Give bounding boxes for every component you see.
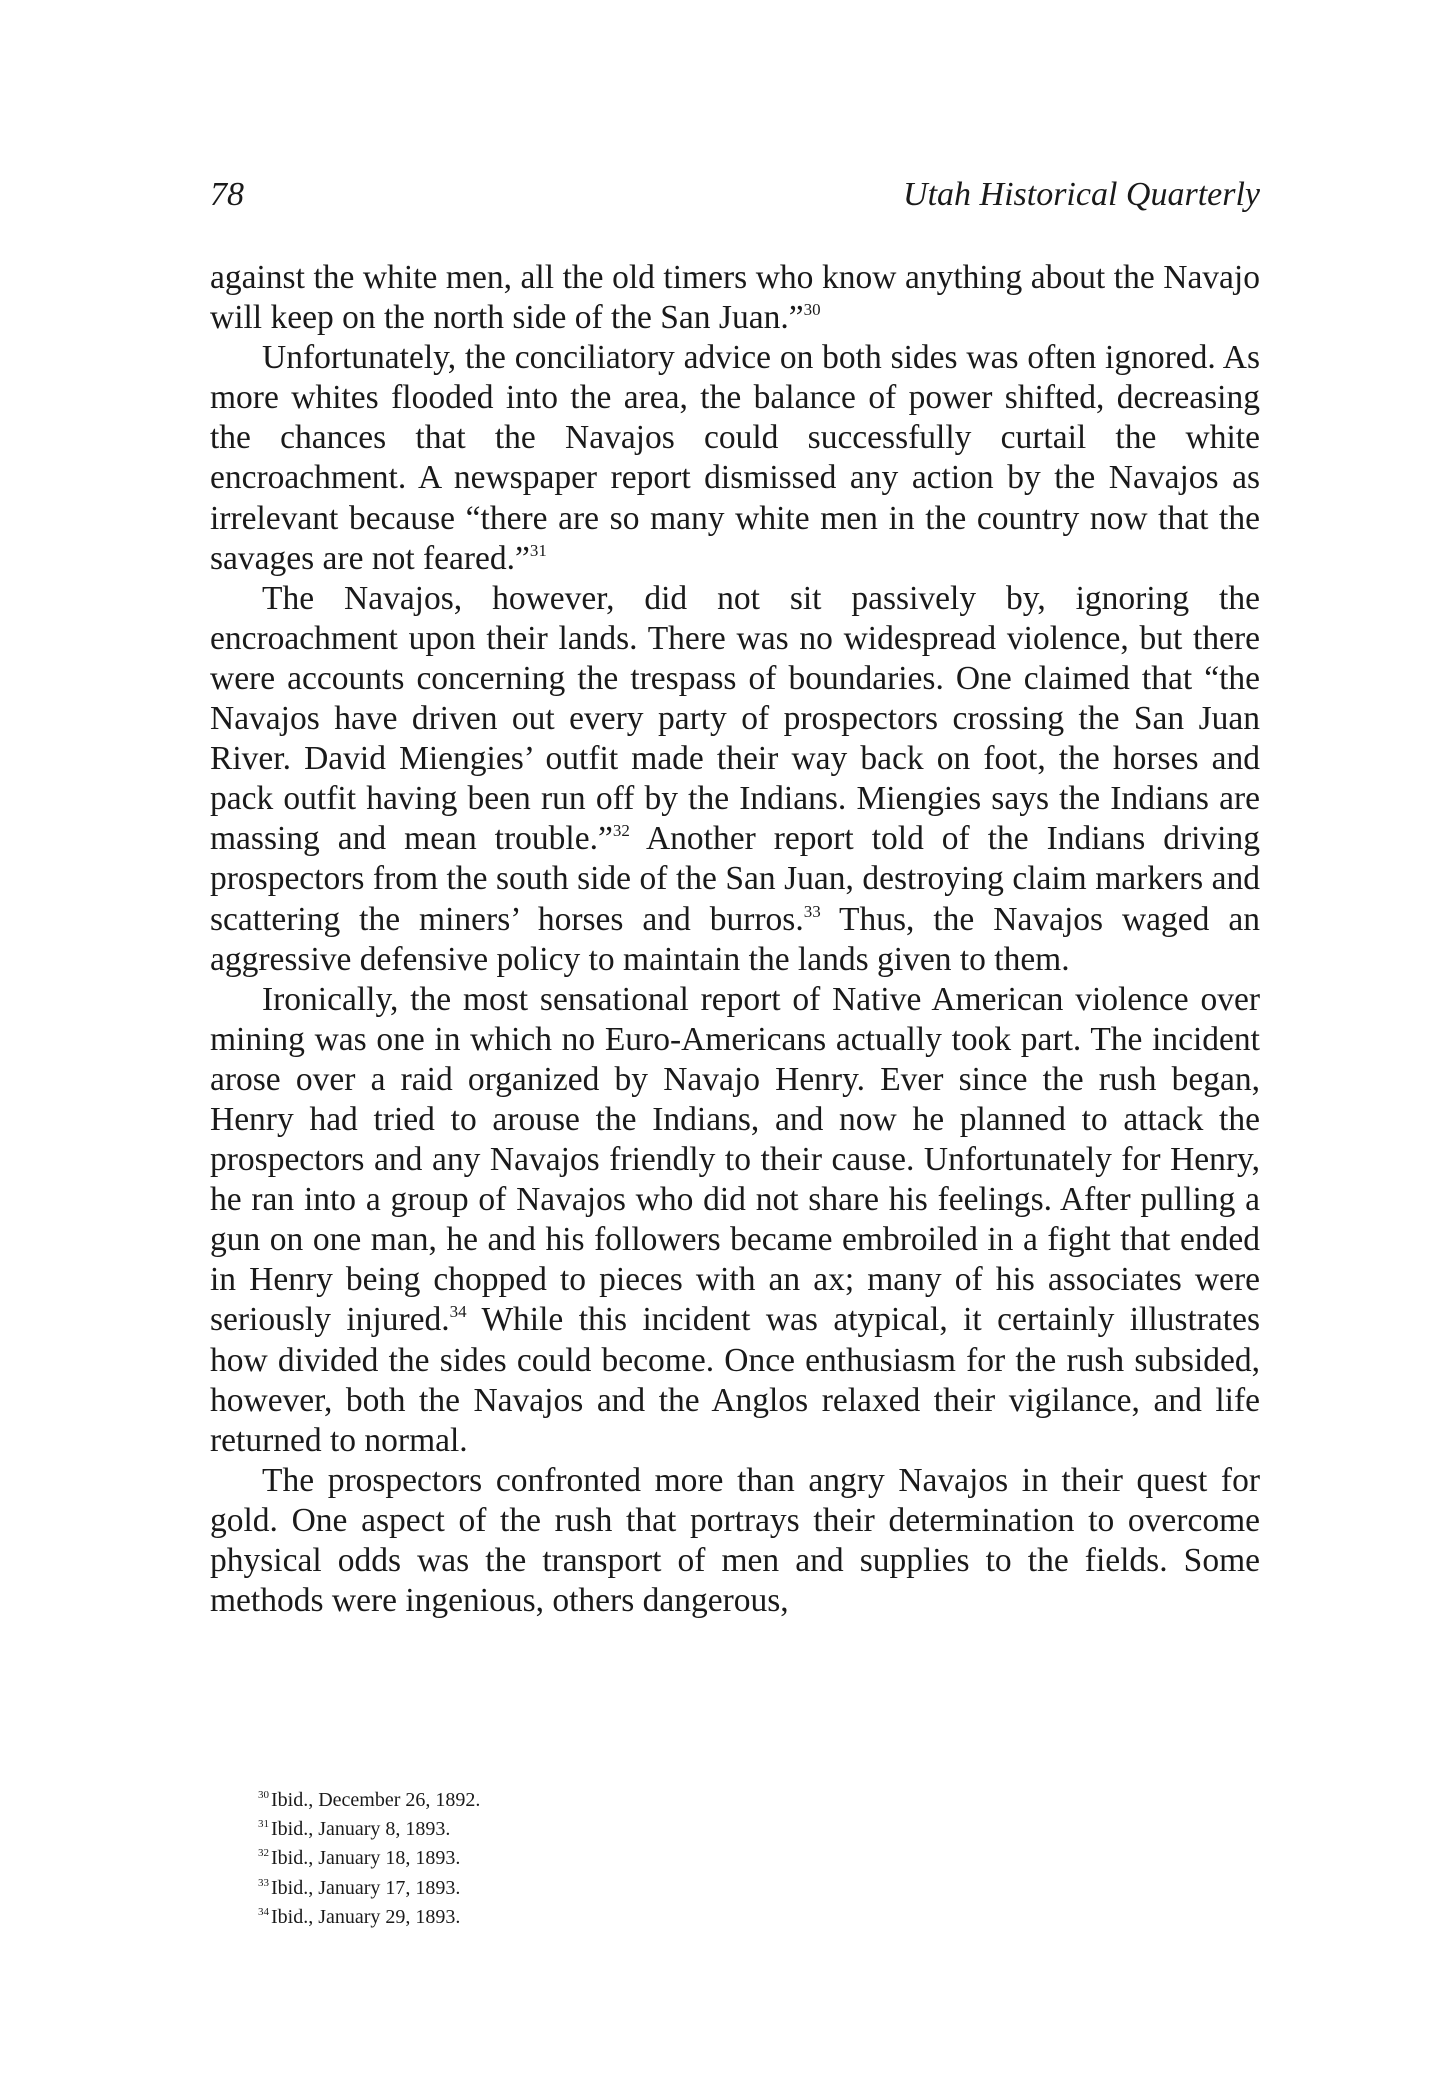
footnote-32	[258, 1844, 1158, 1873]
body-text	[210, 258, 1260, 1621]
footnote-33	[258, 1874, 1158, 1903]
footnote-number: 30	[258, 1789, 269, 1801]
paragraph-1-text: against the white men, all the old timers who know anything about the Navajo will keep on the north side of the San Juan.”	[210, 259, 1260, 337]
paragraph-2-text: Unfortunately, the conciliatory advice on both sides was often ignored. As more whites flooded into the area, the balance of power shifted, decreasing the chances that the Navajos could successfully curtail the white encroachment. A newspaper report dismissed any action by the Navajos as irrelevant because “there are so many white men in the country now that the savages are not feared.”	[210, 339, 1260, 577]
paragraph-1	[210, 258, 1260, 338]
paragraph-5-text: The prospectors confronted more than angry Navajos in their quest for gold. One aspect of the rush that portrays their determination to overcome physical odds was the transport of men and supplies to the fields. Some methods were ingenious, others dangerous,	[210, 1461, 1260, 1620]
paragraph-5	[210, 1461, 1260, 1621]
footnote-text: Ibid., January 29, 1893.	[271, 1905, 461, 1928]
footnote-number: 32	[258, 1847, 269, 1860]
note-ref-34: 34	[449, 1302, 467, 1322]
paragraph-3-text-c: Thus, the Navajos waged an aggressive defensive policy to maintain the lands given to them.	[210, 900, 1260, 978]
paragraph-2	[210, 338, 1260, 579]
paragraph-3-text-a: The Navajos, however, did not sit passively by, ignoring the encroachment upon their lands. There was no widespread violence, but there were accounts concerning the trespass of boundaries. One claimed that “the Navajos have driven out every party of prospectors crossing the San Juan River. David Miengies’ outfit made their way back on foot, the horses and pack outfit having been run off by the Indians. Miengies says the Indians are massing and mean trouble.”	[210, 579, 1260, 858]
page-number: 78	[210, 176, 244, 213]
paragraph-3-text-b: Another report told of the Indians driving prospectors from the south side of the San Juan, destroying claim markers and scattering the miners’ horses and burros.	[210, 820, 1260, 938]
footnote-31	[258, 1815, 1158, 1844]
paragraph-4	[210, 980, 1260, 1461]
footnote-30	[258, 1786, 1158, 1815]
note-ref-33: 33	[803, 901, 821, 921]
note-ref-31: 31	[529, 540, 547, 560]
footnote-number: 33	[258, 1876, 269, 1889]
note-ref-30: 30	[803, 300, 821, 320]
footnotes	[258, 1786, 1158, 1932]
footnote-text: Ibid., January 17, 1893.	[271, 1876, 461, 1899]
paragraph-3	[210, 579, 1260, 980]
footnote-number: 31	[258, 1818, 269, 1831]
footnote-34	[258, 1903, 1158, 1932]
running-head: Utah Historical Quarterly	[903, 176, 1260, 213]
note-ref-32: 32	[612, 821, 630, 841]
page-header	[210, 176, 1260, 236]
footnote-number: 34	[258, 1905, 269, 1918]
paragraph-4-text-a: Ironically, the most sensational report of Native American violence over mining was one in which no Euro-Americans actually took part. The incident arose over a raid organized by Navajo Henry. Ever since the rush began, Henry had tried to arouse the Indians, and now he planned to attack the prospectors and any Navajos friendly to their cause. Unfortunately for Henry, he ran into a group of Navajos who did not share his feelings. After pulling a gun on one man, he and his followers became embroiled in a fight that ended in Henry being chopped to pieces with an ax; many of his associates were seriously injured.	[210, 980, 1260, 1339]
footnote-text: Ibid., January 18, 1893.	[271, 1847, 461, 1870]
footnote-text: Ibid., December 26, 1892.	[271, 1789, 481, 1811]
paragraph-4-text-b: While this incident was atypical, it certainly illustrates how divided the sides could become. Once enthusiasm for the rush subsided, however, both the Navajos and the Anglos relaxed their vigilance, and life returned to normal.	[210, 1301, 1260, 1459]
footnote-text: Ibid., January 8, 1893.	[271, 1818, 451, 1841]
